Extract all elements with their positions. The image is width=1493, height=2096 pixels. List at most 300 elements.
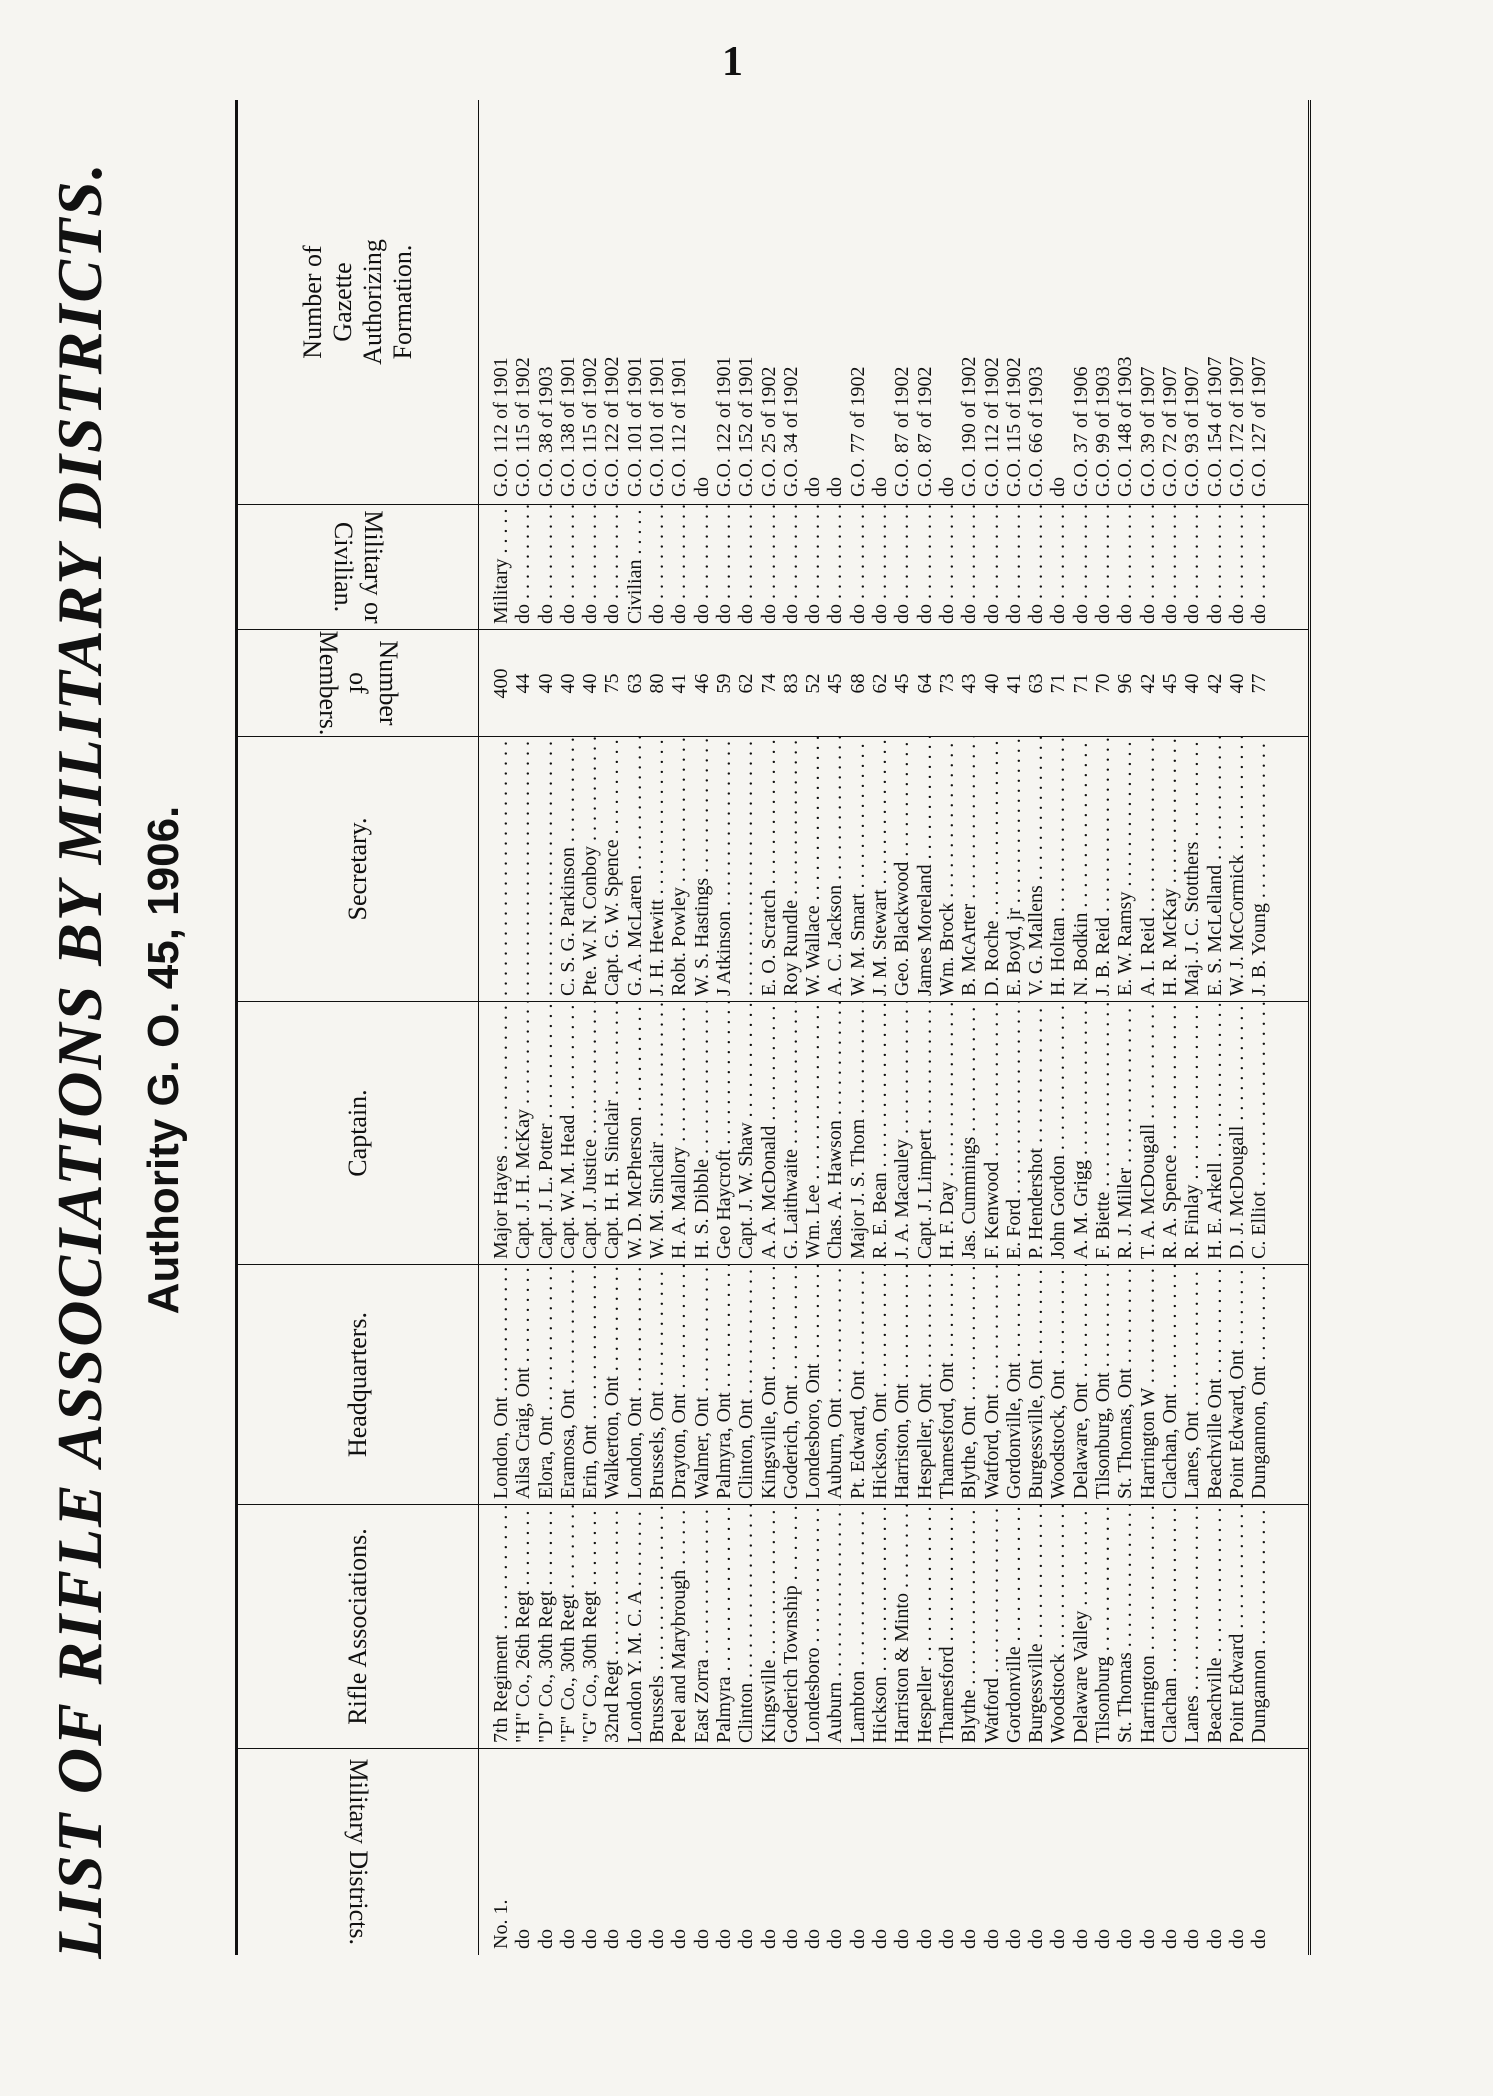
cell-headquarters: Goderich, Ont . . . — [780, 1265, 802, 1505]
table-row — [824, 100, 846, 1955]
cell-secretary: James Moreland . . . — [914, 737, 936, 1002]
table-row — [1137, 100, 1159, 1955]
cell-association: St. Thomas . . . — [1114, 1505, 1136, 1749]
cell-members: 73 — [935, 673, 958, 694]
cell-district: do — [802, 1929, 825, 1949]
cell-secretary: C. S. G. Parkinson . . . — [557, 737, 579, 1002]
cell-gazette: G.O. 154 of 1907 — [1203, 356, 1226, 497]
cell-military: do . . . — [557, 505, 579, 630]
cell-headquarters: Beachville Ont . . . — [1204, 1265, 1226, 1505]
cell-captain: Capt. J. Limpert . . . — [914, 1002, 936, 1265]
cell-members: 83 — [779, 673, 802, 694]
cell-military: do . . . — [1137, 505, 1159, 630]
cell-association: Watford . . . — [981, 1505, 1003, 1749]
cell-district: do — [958, 1929, 981, 1949]
cell-headquarters: Hespeller, Ont . . . — [914, 1265, 936, 1505]
table-row — [936, 100, 958, 1955]
cell-captain: H. A. Mallory . . . — [668, 1002, 690, 1265]
cell-military: do . . . — [1047, 505, 1069, 630]
cell-association: Burgessville . . . — [1025, 1505, 1047, 1749]
cell-gazette: G.O. 115 of 1902 — [1002, 357, 1025, 497]
cell-headquarters: Ailsa Craig, Ont . . . — [512, 1265, 534, 1505]
page-number: 1 — [722, 39, 743, 85]
table-row — [624, 100, 646, 1955]
cell-military: do . . . — [735, 505, 757, 630]
cell-captain: Major Hayes . . . — [490, 1002, 512, 1265]
cell-secretary: Wm. Brock . . . — [936, 737, 958, 1002]
cell-district: do — [757, 1929, 780, 1949]
cell-association: Hickson . . . — [869, 1505, 891, 1749]
cell-secretary: Pte. W. N. Conboy . . . — [579, 737, 601, 1002]
cell-district: do — [512, 1929, 535, 1949]
cell-military: do . . . — [914, 505, 936, 630]
cell-military: do . . . — [713, 505, 735, 630]
cell-members: 40 — [534, 673, 557, 694]
cell-members: 42 — [1136, 673, 1159, 694]
cell-gazette: G.O. 72 of 1907 — [1158, 366, 1181, 497]
cell-district: do — [1047, 1929, 1070, 1949]
table-row — [780, 100, 802, 1955]
header-secretary: Secretary. — [238, 737, 478, 1002]
cell-military: do . . . — [891, 505, 913, 630]
header-association: Rifle Associations. — [238, 1505, 478, 1749]
cell-members: 77 — [1248, 673, 1271, 694]
cell-gazette: G.O. 115 of 1902 — [579, 357, 602, 497]
cell-captain: W. M. Sinclair . . . — [646, 1002, 668, 1265]
cell-headquarters: Walmer, Ont . . . — [691, 1265, 713, 1505]
cell-association: Thamesford . . . — [936, 1505, 958, 1749]
table-row — [1114, 100, 1136, 1955]
cell-members: 52 — [802, 673, 825, 694]
cell-captain: Major J. S. Thom . . . — [847, 1002, 869, 1265]
cell-military: do . . . — [1092, 505, 1114, 630]
cell-military: do . . . — [668, 505, 690, 630]
cell-members: 40 — [1225, 673, 1248, 694]
cell-military: do . . . — [646, 505, 668, 630]
cell-captain: H. S. Dibble . . . — [691, 1002, 713, 1265]
cell-military: do . . . — [824, 505, 846, 630]
cell-captain: P. Hendershot . . . — [1025, 1002, 1047, 1265]
cell-military: do . . . — [1248, 505, 1270, 630]
table-row — [512, 100, 534, 1955]
cell-secretary: W. S. Hastings . . . — [691, 737, 713, 1002]
cell-captain: Capt. J. L. Potter . . . — [535, 1002, 557, 1265]
cell-district: do — [1002, 1929, 1025, 1949]
cell-secretary: Roy Rundle . . . — [780, 737, 802, 1002]
header-military: Military or Civilian. — [238, 505, 478, 630]
cell-members: 70 — [1092, 673, 1115, 694]
cell-captain: Capt. W. M. Head . . . — [557, 1002, 579, 1265]
cell-gazette: G.O. 112 of 1901 — [490, 357, 512, 497]
cell-military: do . . . — [512, 505, 534, 630]
cell-headquarters: Clachan, Ont . . . — [1159, 1265, 1181, 1505]
cell-members: 75 — [601, 673, 624, 694]
cell-gazette: G.O. 101 of 1901 — [623, 356, 646, 497]
cell-captain: Jas. Cummings . . . — [958, 1002, 980, 1265]
cell-military: do . . . — [1003, 505, 1025, 630]
cell-military: do . . . — [691, 505, 713, 630]
cell-members: 62 — [869, 673, 892, 694]
cell-captain: R. J. Miller . . . — [1114, 1002, 1136, 1265]
cell-gazette: G.O. 77 of 1902 — [846, 366, 869, 497]
cell-district: do — [935, 1929, 958, 1949]
header-gazette: Number of Gazette Authorizing Formation. — [238, 100, 478, 505]
cell-headquarters: Hickson, Ont . . . — [869, 1265, 891, 1505]
cell-district: do — [534, 1929, 557, 1949]
table-row — [1047, 100, 1069, 1955]
cell-secretary: W. J. McCormick . . . — [1226, 737, 1248, 1002]
header-district: Military Districts. — [344, 1758, 373, 1946]
cell-members: 41 — [1002, 673, 1025, 694]
cell-headquarters: London, Ont . . . — [624, 1265, 646, 1505]
associations-table — [235, 100, 1311, 1955]
cell-military: do . . . — [847, 505, 869, 630]
cell-district: do — [556, 1929, 579, 1949]
cell-military: do . . . — [1181, 505, 1203, 630]
cell-gazette: do — [824, 477, 847, 497]
cell-association: 7th Regiment . . . — [490, 1505, 512, 1749]
cell-association: "D" Co., 30th Regt . . . — [535, 1505, 557, 1749]
cell-association: Harrington . . . — [1137, 1505, 1159, 1749]
cell-association: Delaware Valley . . . — [1070, 1505, 1092, 1749]
cell-headquarters: Blythe, Ont . . . — [958, 1265, 980, 1505]
cell-members: 45 — [891, 673, 914, 694]
table-row — [1248, 100, 1270, 1955]
cell-secretary: J. B. Young . . . — [1248, 737, 1270, 1002]
cell-military: do . . . — [958, 505, 980, 630]
table-row — [981, 100, 1003, 1955]
table-row — [735, 100, 757, 1955]
cell-district: do — [1092, 1929, 1115, 1949]
cell-district: do — [846, 1929, 869, 1949]
cell-gazette: G.O. 101 of 1901 — [646, 356, 669, 497]
cell-captain: Capt. J. W. Shaw . . . — [735, 1002, 757, 1265]
cell-captain: T. A. McDougall . . . — [1137, 1002, 1159, 1265]
cell-gazette: G.O. 122 of 1902 — [601, 356, 624, 497]
cell-district: do — [1025, 1929, 1048, 1949]
cell-gazette: do — [690, 477, 713, 497]
cell-gazette: do — [802, 477, 825, 497]
cell-gazette: G.O. 127 of 1907 — [1248, 356, 1271, 497]
cell-association: London Y. M. C. A . . . — [624, 1505, 646, 1749]
cell-association: Auburn . . . — [824, 1505, 846, 1749]
cell-captain: J. A. Macauley . . . — [891, 1002, 913, 1265]
cell-secretary: H. R. McKay . . . — [1159, 737, 1181, 1002]
cell-secretary — [735, 737, 757, 1002]
cell-secretary: Capt. G. W. Spence . . . — [601, 737, 623, 1002]
cell-district: No. 1. — [490, 1899, 512, 1949]
page-title: LIST OF RIFLE ASSOCIATIONS BY MILITARY DISTRICTS. — [44, 161, 115, 1959]
table-row — [958, 100, 980, 1955]
cell-military: do . . . — [1025, 505, 1047, 630]
cell-association: Clinton . . . — [735, 1505, 757, 1749]
cell-military: do . . . — [1204, 505, 1226, 630]
cell-association: Hespeller . . . — [914, 1505, 936, 1749]
cell-district: do — [1069, 1929, 1092, 1949]
cell-gazette: G.O. 25 of 1902 — [757, 366, 780, 497]
cell-association: Palmyra . . . — [713, 1505, 735, 1749]
cell-gazette: G.O. 138 of 1901 — [556, 356, 579, 497]
cell-captain: Capt. H. H. Sinclair . . . — [601, 1002, 623, 1265]
cell-secretary — [490, 737, 512, 1002]
cell-headquarters: Kingsville, Ont . . . — [758, 1265, 780, 1505]
cell-district: do — [824, 1929, 847, 1949]
cell-association: Lanes . . . — [1181, 1505, 1203, 1749]
cell-members: 96 — [1114, 673, 1137, 694]
table-row — [1092, 100, 1114, 1955]
cell-captain: Capt. J. Justice . . . — [579, 1002, 601, 1265]
cell-association: Peel and Marybrough . . . — [668, 1505, 690, 1749]
table-row — [646, 100, 668, 1955]
table-row — [802, 100, 824, 1955]
table-row — [1226, 100, 1248, 1955]
cell-association: Brussels . . . — [646, 1505, 668, 1749]
cell-association: Point Edward . . . — [1226, 1505, 1248, 1749]
table-row — [1159, 100, 1181, 1955]
cell-headquarters: Dungannon, Ont . . . — [1248, 1265, 1270, 1505]
cell-district: do — [913, 1929, 936, 1949]
cell-secretary: Geo. Blackwood . . . — [891, 737, 913, 1002]
cell-captain: F. Biette . . . — [1092, 1002, 1114, 1265]
cell-gazette: G.O. 87 of 1902 — [913, 366, 936, 497]
cell-district: do — [690, 1929, 713, 1949]
cell-district: do — [1225, 1929, 1248, 1949]
table-row — [535, 100, 557, 1955]
cell-members: 45 — [1158, 673, 1181, 694]
cell-members: 74 — [757, 673, 780, 694]
cell-captain: R. Finlay . . . — [1181, 1002, 1203, 1265]
cell-captain: E. Ford . . . — [1003, 1002, 1025, 1265]
cell-headquarters: Thamesford, Ont . . . — [936, 1265, 958, 1505]
header-rule — [478, 100, 479, 1955]
cell-headquarters: Londesboro, Ont . . . — [802, 1265, 824, 1505]
cell-headquarters: Lanes, Ont . . . — [1181, 1265, 1203, 1505]
cell-secretary: D. Roche . . . — [981, 737, 1003, 1002]
cell-members: 80 — [646, 673, 669, 694]
cell-headquarters: Tilsonburg, Ont . . . — [1092, 1265, 1114, 1505]
cell-headquarters: Auburn, Ont . . . — [824, 1265, 846, 1505]
cell-captain: R. E. Bean . . . — [869, 1002, 891, 1265]
rotated-page-content — [30, 70, 1410, 2050]
cell-military: do . . . — [1070, 505, 1092, 630]
cell-headquarters: Delaware, Ont . . . — [1070, 1265, 1092, 1505]
cell-captain: John Gordon . . . — [1047, 1002, 1069, 1265]
cell-association: Dungannon . . . — [1248, 1505, 1270, 1749]
table-row — [914, 100, 936, 1955]
cell-association: Beachville . . . — [1204, 1505, 1226, 1749]
cell-captain: A. A. McDonald . . . — [758, 1002, 780, 1265]
cell-military: do . . . — [802, 505, 824, 630]
cell-secretary: G. A. McLaren . . . — [624, 737, 646, 1002]
cell-association: Blythe . . . — [958, 1505, 980, 1749]
cell-gazette: G.O. 39 of 1907 — [1136, 366, 1159, 497]
cell-gazette: G.O. 115 of 1902 — [512, 357, 535, 497]
header-members: Number of Members. — [238, 630, 478, 737]
cell-district: do — [1136, 1929, 1159, 1949]
cell-headquarters: Drayton, Ont . . . — [668, 1265, 690, 1505]
cell-district: do — [1114, 1929, 1137, 1949]
cell-district: do — [1158, 1929, 1181, 1949]
cell-captain: Wm. Lee . . . — [802, 1002, 824, 1265]
cell-gazette: G.O. 38 of 1903 — [534, 366, 557, 497]
cell-members: 71 — [1047, 673, 1070, 694]
cell-secretary: V. G. Mallens . . . — [1025, 737, 1047, 1002]
cell-association: Goderich Township . . . — [780, 1505, 802, 1749]
cell-headquarters: Brussels, Ont . . . — [646, 1265, 668, 1505]
cell-secretary: E. W. Ramsy . . . — [1114, 737, 1136, 1002]
table-row — [601, 100, 623, 1955]
cell-military: do . . . — [1226, 505, 1248, 630]
cell-captain: Capt. J. H. McKay . . . — [512, 1002, 534, 1265]
cell-members: 40 — [556, 673, 579, 694]
cell-association: "G" Co., 30th Regt . . . — [579, 1505, 601, 1749]
cell-members: 46 — [690, 673, 713, 694]
cell-association: Londesboro . . . — [802, 1505, 824, 1749]
cell-secretary: H. Holtan . . . — [1047, 737, 1069, 1002]
cell-district: do — [623, 1929, 646, 1949]
cell-members: 68 — [846, 673, 869, 694]
cell-gazette: do — [935, 477, 958, 497]
cell-members: 400 — [490, 668, 512, 699]
cell-captain: W. D. McPherson . . . — [624, 1002, 646, 1265]
cell-association: Kingsville . . . — [758, 1505, 780, 1749]
cell-gazette: G.O. 34 of 1902 — [779, 366, 802, 497]
header-headquarters: Headquarters. — [238, 1265, 478, 1505]
table-row — [668, 100, 690, 1955]
cell-district: do — [891, 1929, 914, 1949]
cell-military: Civilian . . . — [624, 505, 646, 630]
cell-association: Tilsonburg . . . — [1092, 1505, 1114, 1749]
cell-district: do — [1203, 1929, 1226, 1949]
cell-headquarters: Pt. Edward, Ont . . . — [847, 1265, 869, 1505]
cell-secretary: J. M. Stewart . . . — [869, 737, 891, 1002]
cell-gazette: do — [1047, 477, 1070, 497]
cell-headquarters: Harriston, Ont . . . — [891, 1265, 913, 1505]
cell-members: 40 — [1181, 673, 1204, 694]
cell-captain: C. Elliot . . . — [1248, 1002, 1270, 1265]
cell-members: 41 — [668, 673, 691, 694]
cell-headquarters: Watford, Ont . . . — [981, 1265, 1003, 1505]
cell-headquarters: Woodstock, Ont . . . — [1047, 1265, 1069, 1505]
cell-gazette: G.O. 112 of 1901 — [668, 357, 691, 497]
table-row — [1181, 100, 1203, 1955]
table-row — [1070, 100, 1092, 1955]
cell-military: do . . . — [936, 505, 958, 630]
cell-association: 32nd Regt . . . — [601, 1505, 623, 1749]
cell-military: do . . . — [780, 505, 802, 630]
cell-secretary: Robt. Powley . . . — [668, 737, 690, 1002]
cell-gazette: G.O. 112 of 1902 — [980, 357, 1003, 497]
cell-military: do . . . — [601, 505, 623, 630]
cell-gazette: G.O. 87 of 1902 — [891, 366, 914, 497]
cell-members: 63 — [1025, 673, 1048, 694]
cell-headquarters: Eramosa, Ont . . . — [557, 1265, 579, 1505]
cell-captain: H. F. Day . . . — [936, 1002, 958, 1265]
cell-secretary: J. B. Reid . . . — [1092, 737, 1114, 1002]
cell-headquarters: Burgessville, Ont . . . — [1025, 1265, 1047, 1505]
cell-district: do — [735, 1929, 758, 1949]
table-row — [891, 100, 913, 1955]
cell-district: do — [601, 1929, 624, 1949]
cell-secretary: B. McArter . . . — [958, 737, 980, 1002]
table-row — [713, 100, 735, 1955]
cell-gazette: G.O. 99 of 1903 — [1092, 366, 1115, 497]
cell-members: 42 — [1203, 673, 1226, 694]
cell-members: 63 — [623, 673, 646, 694]
cell-secretary: E. S. McLelland . . . — [1204, 737, 1226, 1002]
cell-members: 64 — [913, 673, 936, 694]
cell-association: Harriston & Minto . . . — [891, 1505, 913, 1749]
cell-military: do . . . — [535, 505, 557, 630]
cell-captain: G. Laithwaite . . . — [780, 1002, 802, 1265]
table-row — [869, 100, 891, 1955]
cell-gazette: G.O. 66 of 1903 — [1025, 366, 1048, 497]
cell-district: do — [668, 1929, 691, 1949]
cell-headquarters: Gordonville, Ont . . . — [1003, 1265, 1025, 1505]
cell-secretary — [535, 737, 557, 1002]
cell-headquarters: London, Ont . . . — [490, 1265, 512, 1505]
cell-secretary: W. Wallace . . . — [802, 737, 824, 1002]
cell-members: 71 — [1069, 673, 1092, 694]
cell-military: do . . . — [758, 505, 780, 630]
cell-secretary: A. I. Reid . . . — [1137, 737, 1159, 1002]
table-row — [691, 100, 713, 1955]
table-row — [847, 100, 869, 1955]
cell-district: do — [1248, 1929, 1271, 1949]
cell-district: do — [712, 1929, 735, 1949]
cell-members: 45 — [824, 673, 847, 694]
cell-gazette: do — [869, 477, 892, 497]
cell-members: 40 — [579, 673, 602, 694]
cell-headquarters: Elora, Ont . . . — [535, 1265, 557, 1505]
cell-secretary: E. O. Scratch . . . — [758, 737, 780, 1002]
cell-association: East Zorra . . . — [691, 1505, 713, 1749]
cell-district: do — [779, 1929, 802, 1949]
cell-association: Gordonville . . . — [1003, 1505, 1025, 1749]
table-row — [490, 100, 512, 1955]
cell-captain: Geo Haycroft . . . — [713, 1002, 735, 1265]
cell-gazette: G.O. 172 of 1907 — [1225, 356, 1248, 497]
cell-headquarters: Palmyra, Ont . . . — [713, 1265, 735, 1505]
cell-secretary: W. M. Smart . . . — [847, 737, 869, 1002]
cell-district: do — [980, 1929, 1003, 1949]
cell-members: 44 — [512, 673, 535, 694]
cell-gazette: G.O. 37 of 1906 — [1069, 366, 1092, 497]
cell-captain: A. M. Grigg . . . — [1070, 1002, 1092, 1265]
cell-captain: Chas. A. Hawson . . . — [824, 1002, 846, 1265]
cell-members: 40 — [980, 673, 1003, 694]
cell-secretary: J Atkinson . . . — [713, 737, 735, 1002]
table-row — [1204, 100, 1226, 1955]
cell-captain: D. J. McDougall . . . — [1226, 1002, 1248, 1265]
cell-military: do . . . — [869, 505, 891, 630]
cell-association: Woodstock . . . — [1047, 1505, 1069, 1749]
cell-secretary: N. Bodkin . . . — [1070, 737, 1092, 1002]
table-row — [758, 100, 780, 1955]
table-body — [490, 100, 1270, 1955]
cell-headquarters: Erin, Ont . . . — [579, 1265, 601, 1505]
cell-association: Clachan . . . — [1159, 1505, 1181, 1749]
cell-gazette: G.O. 152 of 1901 — [735, 356, 758, 497]
cell-association: "H" Co., 26th Regt . . . — [512, 1505, 534, 1749]
cell-secretary — [512, 737, 534, 1002]
header-captain: Captain. — [238, 1002, 478, 1265]
cell-secretary: A. C. Jackson . . . — [824, 737, 846, 1002]
table-row — [557, 100, 579, 1955]
cell-secretary: J. H. Hewitt . . . — [646, 737, 668, 1002]
cell-military: do . . . — [579, 505, 601, 630]
cell-members: 62 — [735, 673, 758, 694]
